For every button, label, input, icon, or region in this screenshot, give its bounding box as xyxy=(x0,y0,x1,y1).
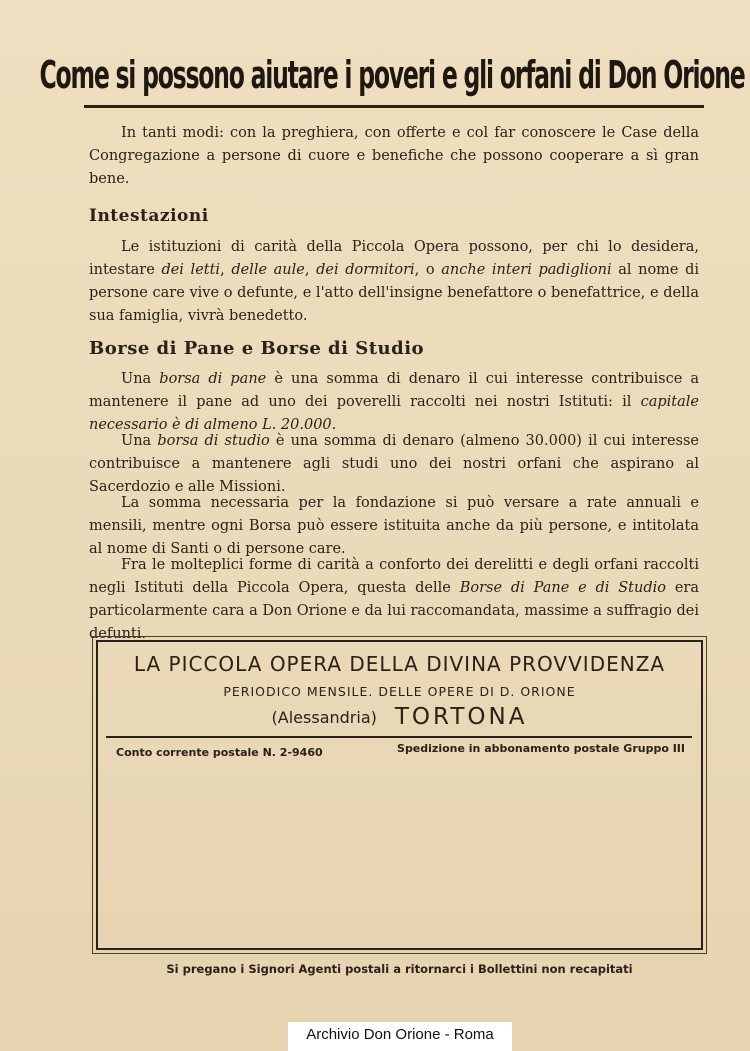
borse-p1-em: borsa di pane xyxy=(159,371,267,387)
archive-label: Archivio Don Orione - Roma xyxy=(306,1026,494,1043)
title-underline xyxy=(84,105,704,108)
intestazioni-text-1: Le istituzioni di carità della Piccola Opera possono, per chi lo desidera, intestare xyxy=(89,239,699,278)
intestazioni-em-padiglioni: anche interi padiglioni xyxy=(441,262,612,278)
borse-p2-a: Una xyxy=(121,433,152,449)
masthead-ccp: Conto corrente postale N. 2-9460 xyxy=(116,746,323,759)
borse-p1-em2: capitale necessario è di almeno L. 20.000. xyxy=(89,394,699,433)
borse-paragraph-2 xyxy=(89,430,699,499)
intestazioni-em-dormitori: dei dormitori xyxy=(316,262,415,278)
borse-p4-b: era particolarmente cara a Don Orione e da lui raccomandata, massime a suffragio dei defunti. xyxy=(89,580,699,642)
borse-p4-a: Fra le molteplici forme di carità a conforto dei derelitti e degli orfani raccolti negli Istituti della Piccola Opera, questa delle xyxy=(89,557,699,596)
masthead-divider xyxy=(106,736,692,738)
borse-p1-a: Una xyxy=(121,371,152,387)
masthead-town: TORTONA xyxy=(394,704,528,730)
postal-footer-note: Si pregano i Signori Agenti postali a ritornarci i Bollettini non recapitati xyxy=(166,962,633,976)
borse-p2-em: borsa di studio xyxy=(157,433,270,449)
page-title: Come si possono aiutare i poveri e gli orfani di Don Orione xyxy=(39,53,745,97)
intestazioni-em-letti: dei letti xyxy=(161,262,221,278)
heading-borse: Borse di Pane e Borse di Studio xyxy=(89,338,425,359)
borse-p4-em: Borse di Pane e di Studio xyxy=(459,580,666,596)
masthead-subtitle: PERIODICO MENSILE. DELLE OPERE DI D. ORIONE xyxy=(223,684,576,699)
intestazioni-text-end: al nome di persone care vive o defunte, e l'atto dell'insigne benefattore o benefattrice, e della sua famiglia, vivrà benedetto. xyxy=(89,262,700,324)
masthead-spedizione: Spedizione in abbonamento postale Gruppo III xyxy=(397,742,685,755)
borse-p2-b: è una somma di denaro (almeno 30.000) il cui interesse contribuisce a mantenere agli studi uno dei nostri orfani che aspirano al Sacerdozio e alle Missioni. xyxy=(89,433,700,495)
intestazioni-o: o xyxy=(425,262,435,278)
borse-paragraph-3: La somma necessaria per la fondazione si può versare a rate annuali e mensili, mentre ogni Borsa può essere istituita anche da più persone, e intitolata al nome di Santi o di persone care. xyxy=(89,495,699,557)
intro-paragraph: In tanti modi: con la preghiera, con offerte e col far conoscere le Case della Congregazione a persone di cuore e benefiche che possono cooperare a sì gran bene. xyxy=(89,125,699,187)
borse-paragraph-4 xyxy=(89,554,699,646)
masthead-province: (Alessandria) xyxy=(271,707,377,727)
borse-paragraph-1 xyxy=(89,368,699,437)
masthead-box xyxy=(96,640,703,950)
heading-intestazioni: Intestazioni xyxy=(89,206,209,226)
masthead-title: LA PICCOLA OPERA DELLA DIVINA PROVVIDENZA xyxy=(133,652,666,676)
borse-p1-b: è una somma di denaro il cui interesse contribuisce a mantenere il pane ad uno dei poverelli raccolti nei nostri Istituti: il xyxy=(89,371,700,410)
intestazioni-paragraph: Le istituzioni di carità della Piccola Opera possono, per chi lo desidera, intestare dei letti, delle aule, dei dormitori, o anche interi padiglioni al nome di persone care vive o defunte, e l'atto dell'insigne benefattore o benefattrice, e della sua famiglia, vivrà benedetto. xyxy=(89,239,700,324)
masthead-city xyxy=(98,704,701,730)
intestazioni-em-aule: delle aule xyxy=(231,262,305,278)
